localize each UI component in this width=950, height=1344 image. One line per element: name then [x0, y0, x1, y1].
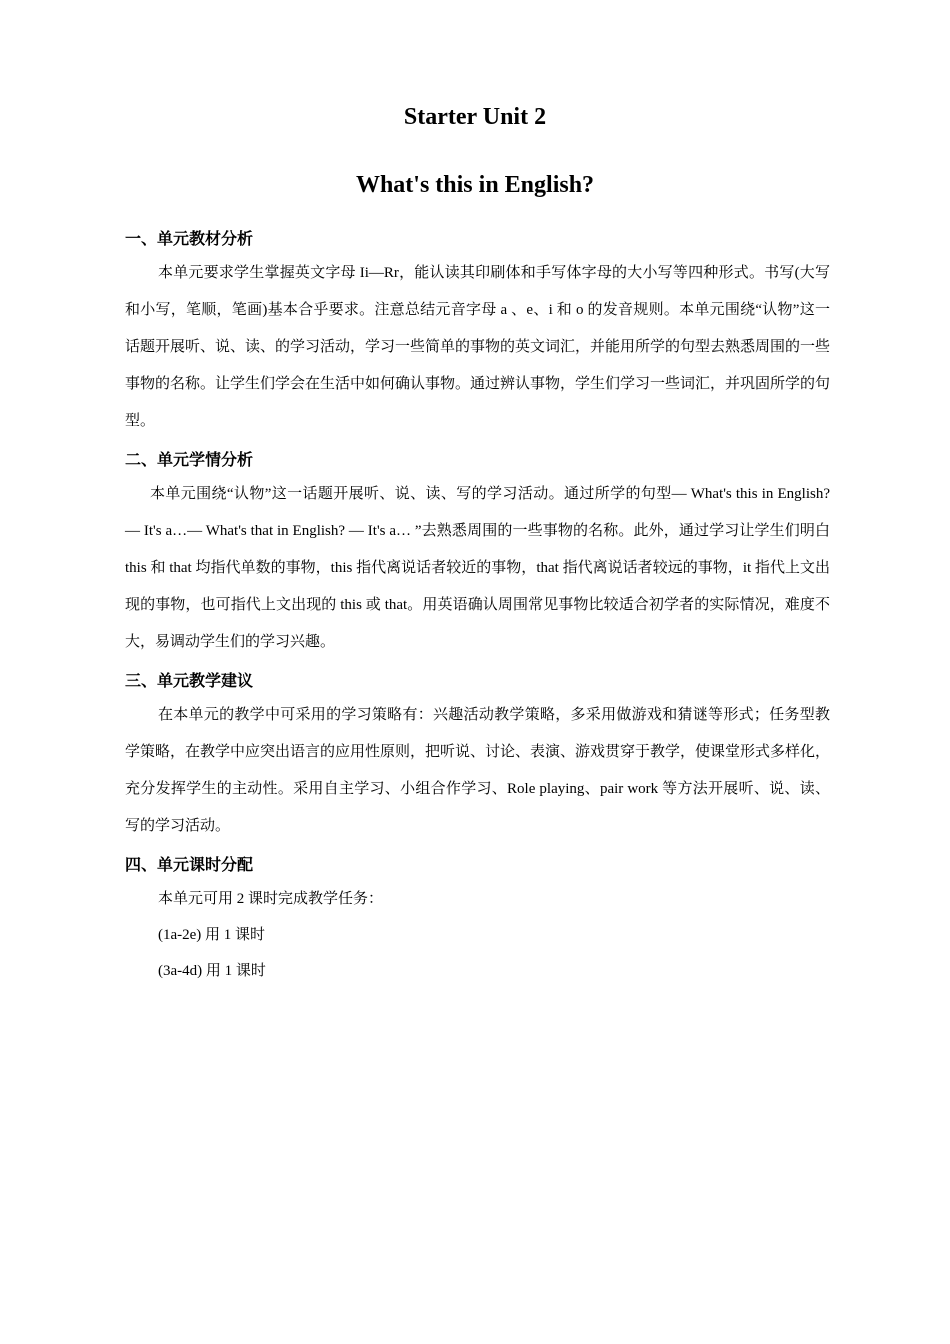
section-heading: 一、单元教材分析	[125, 231, 254, 248]
section-paragraph: 在本单元的教学中可采用的学习策略有：兴趣活动教学策略，多采用做游戏和猜谜等形式；任务型教学策略，在教学中应突出语言的应用性原则，把听说、讨论、表演、游戏贯穿于教学，使课堂形式多样化，充分发挥学生的主动性。采用自主学习、小组合作学习、Role playing、pair work 等方法开展听、说、读、写的学习活动。	[125, 707, 831, 834]
section-teaching-suggestions	[125, 667, 830, 845]
section-paragraph: 本单元要求学生掌握英文字母 Ii—Rr，能认读其印刷体和手写体字母的大小写等四种形式。书写(大写和小写，笔顺，笔画)基本合乎要求。注意总结元音字母 a 、e、i 和 o 的发音规则。本单元围绕“认物”这一话题开展听、说、读、的学习活动，学习一些简单的事物的英文词汇，并能用所学的句型去熟悉周围的一些事物的名称。让学生们学会在生活中如何确认事物。通过辨认事物，学生们学习一些词汇，并巩固所学的句型。	[125, 265, 831, 429]
section-heading: 四、单元课时分配	[125, 857, 254, 874]
section-paragraph: 本单元围绕“认物”这一话题开展听、说、读、写的学习活动。通过所学的句型— What's this in English? — It's a…— What's that in English? — It's a… ”去熟悉周围的一些事物的名称。此外，通过学习让学生们明白 this 和 that 均指代单数的事物，this 指代离说话者较近的事物，that 指代离说话者较远的事物，it 指代上文出现的事物，也可指代上文出现的 this 或 that。用英语确认周围常见事物比较适合初学者的实际情况，难度不大，易调动学生们的学习兴趣。	[125, 486, 830, 650]
section-lesson-allocation	[125, 851, 830, 989]
section-heading: 二、单元学情分析	[125, 452, 254, 469]
allocation-intro: 本单元可用 2 课时完成教学任务：	[158, 891, 384, 907]
allocation-item: (3a-4d) 用 1 课时	[158, 963, 266, 979]
allocation-item: (1a-2e) 用 1 课时	[158, 927, 266, 943]
section-textbook-analysis	[125, 225, 830, 440]
unit-subtitle: What's this in English?	[355, 172, 595, 198]
unit-title: Starter Unit 2	[403, 104, 547, 130]
section-heading: 三、单元教学建议	[125, 673, 254, 690]
section-student-analysis	[125, 446, 830, 661]
